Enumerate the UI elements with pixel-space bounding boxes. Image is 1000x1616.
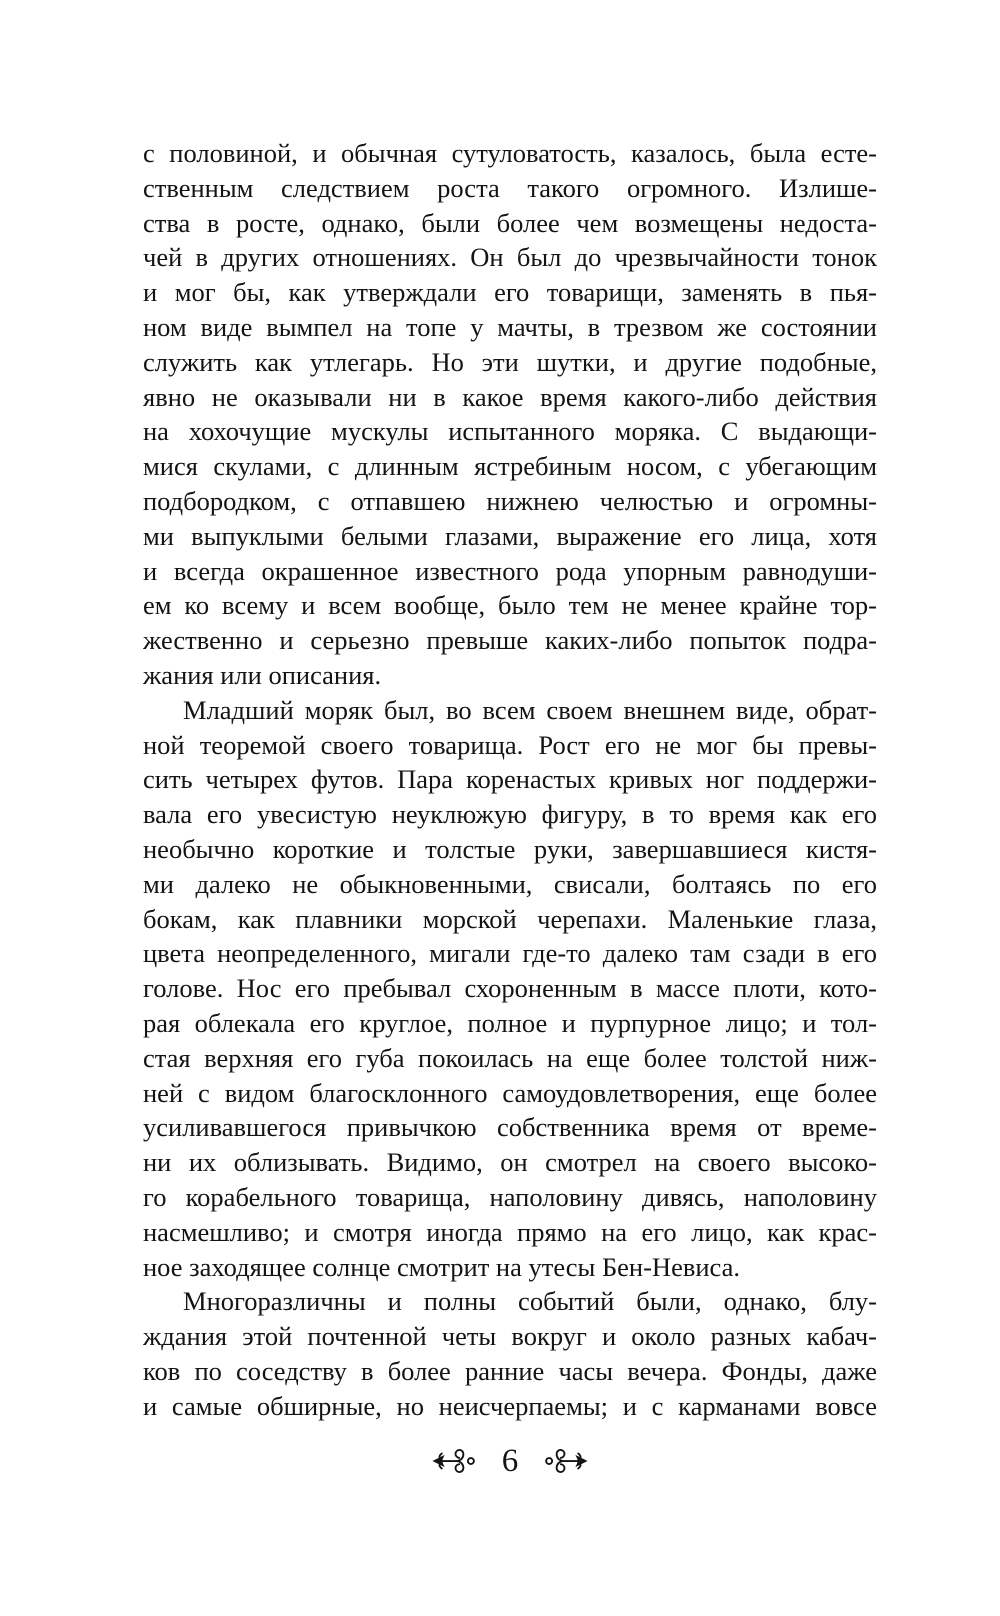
- text-line: вала его увесистую неуклюжую фигуру, в то время как его: [143, 799, 877, 830]
- text-line: ное заходящее солнце смотрит на утесы Бен-Невиса.: [143, 1251, 741, 1282]
- text-line: ков по соседству в более ранние часы вечера. Фонды, даже: [143, 1355, 877, 1386]
- text-line: ми далеко не обыкновенными, свисали, болтаясь по его: [143, 868, 877, 899]
- text-line: на хохочущие мускулы испытанного моряка. С выдающи-: [143, 416, 877, 447]
- text-line: ства в росте, однако, были более чем возмещены недоста-: [143, 207, 877, 238]
- text-line: ем ко всему и всем вообще, было тем не менее крайне тор-: [143, 590, 877, 621]
- page-footer: [143, 1444, 877, 1478]
- text-line: ственным следствием роста такого огромного. Излише-: [143, 172, 877, 203]
- text-line: с половиной, и обычная сутуловатость, казалось, была есте-: [143, 138, 877, 168]
- text-line: голове. Нос его пребывал схороненным в массе плоти, кото-: [143, 973, 877, 1004]
- text-line: ном виде вымпел на топе у мачты, в трезвом же состоянии: [143, 311, 877, 342]
- text-line: жественно и серьезно превыше каких-либо попыток подра-: [143, 625, 877, 656]
- page-number: 6: [501, 1443, 519, 1479]
- text-line: Многоразличны и полны событий были, однако, блу-: [183, 1286, 877, 1317]
- text-line: ней с видом благосклонного самоудовлетворения, еще более: [143, 1077, 877, 1108]
- text-line: Младший моряк был, во всем своем внешнем виде, обрат-: [183, 694, 877, 725]
- text-line: и мог бы, как утверждали его товарищи, заменять в пья-: [143, 277, 877, 308]
- text-line: и самые обширные, но неисчерпаемы; и с карманами вовсе: [143, 1390, 877, 1421]
- text-line: жания или описания.: [143, 659, 382, 690]
- text-line: служить как утлегарь. Но эти шутки, и другие подобные,: [143, 346, 877, 377]
- text-line: усиливавшегося привычкою собственника время от време-: [143, 1112, 877, 1143]
- fleuron-arrow-right-icon: [542, 1446, 590, 1476]
- text-line: необычно короткие и толстые руки, завершавшиеся кистя-: [143, 833, 877, 864]
- text-line: рая облекала его круглое, полное и пурпурное лицо; и тол-: [143, 1007, 877, 1038]
- text-line: чей в других отношениях. Он был до чрезвычайности тонок: [143, 242, 877, 273]
- text-line: ждания этой почтенной четы вокруг и около разных кабач-: [143, 1321, 877, 1352]
- text-line: го корабельного товарища, наполовину дивясь, наполовину: [143, 1181, 877, 1212]
- text-line: и всегда окрашенное известного рода упорным равнодуши-: [143, 555, 877, 586]
- text-line: подбородком, с отпавшею нижнею челюстью и огромны-: [143, 485, 877, 516]
- text-line: бокам, как плавники морской черепахи. Маленькие глаза,: [143, 903, 877, 934]
- text-line: явно не оказывали ни в какое время какого-либо действия: [143, 381, 877, 412]
- text-line: мися скулами, с длинным ястребиным носом, с убегающим: [143, 451, 877, 482]
- text-line: цвета неопределенного, мигали где-то далеко там сзади в его: [143, 938, 877, 969]
- text-block: [143, 136, 877, 1423]
- text-line: сить четырех футов. Пара коренастых кривых ног поддержи-: [143, 764, 877, 795]
- text-line: стая верхняя его губа покоилась на еще более толстой ниж-: [143, 1042, 877, 1073]
- text-line: ни их облизывать. Видимо, он смотрел на своего высоко-: [143, 1147, 877, 1178]
- text-line: насмешливо; и смотря иногда прямо на его лицо, как крас-: [143, 1216, 877, 1247]
- text-line: ми выпуклыми белыми глазами, выражение его лица, хотя: [143, 520, 877, 551]
- text-line: ной теоремой своего товарища. Рост его не мог бы превы-: [143, 729, 877, 760]
- fleuron-arrow-left-icon: [430, 1446, 478, 1476]
